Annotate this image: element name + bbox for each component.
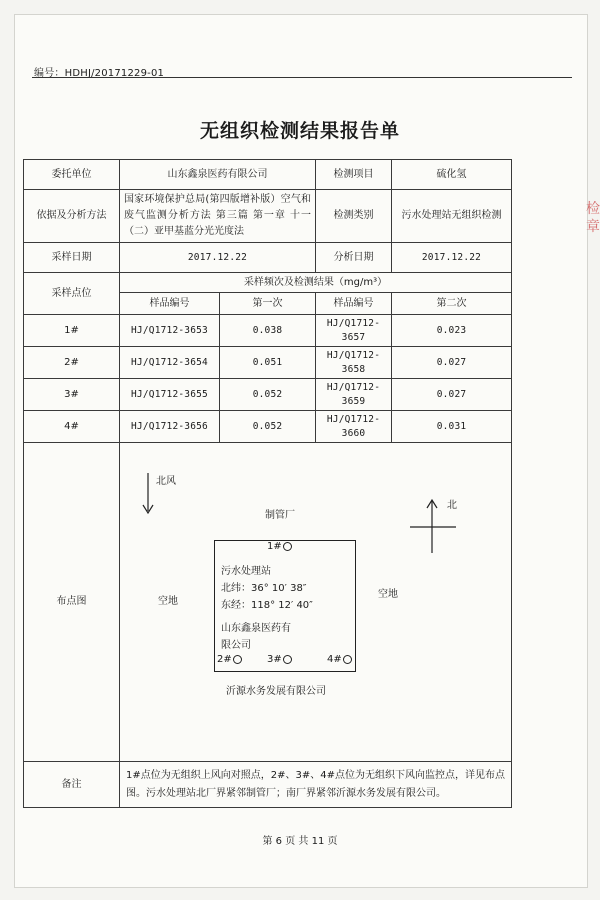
layout-diagram xyxy=(120,443,512,762)
point-2-marker xyxy=(233,655,242,664)
col-second: 第二次 xyxy=(392,293,512,315)
row-value-1: 0.052 xyxy=(220,379,316,411)
layout-row xyxy=(24,443,512,762)
row-sample-2: HJ/Q1712-3659 xyxy=(316,379,392,411)
station-boundary xyxy=(214,540,356,672)
point-3-label: 3# xyxy=(267,654,282,665)
north-label: 北 xyxy=(447,500,457,511)
col-sample-no-1: 样品编号 xyxy=(120,293,220,315)
table-row xyxy=(24,411,512,443)
table-row xyxy=(24,379,512,411)
south-neighbor: 沂源水务发展有限公司 xyxy=(226,686,326,697)
row-value-2: 0.031 xyxy=(392,411,512,443)
row-value-1: 0.051 xyxy=(220,347,316,379)
remarks-text: 1#点位为无组织上风向对照点，2#、3#、4#点位为无组织下风向监控点，详见布点图。污水处理站北厂界紧邻制管厂；南厂界紧邻沂源水务发展有限公司。 xyxy=(120,762,512,808)
company-line-2: 限公司 xyxy=(221,640,251,651)
east-neighbor: 空地 xyxy=(378,589,398,600)
header-rule xyxy=(32,77,572,78)
method-label: 依据及分析方法 xyxy=(24,190,120,243)
sampling-date-label: 采样日期 xyxy=(24,243,120,273)
col-sample-no-2: 样品编号 xyxy=(316,293,392,315)
freq-header: 采样频次及检测结果（mg/m³） xyxy=(120,273,512,293)
station-lon: 东经：118° 12′ 40″ xyxy=(221,600,313,611)
row-value-1: 0.038 xyxy=(220,315,316,347)
company-line-1: 山东鑫泉医药有 xyxy=(221,623,291,634)
analysis-date-value: 2017.12.22 xyxy=(392,243,512,273)
row-sample-2: HJ/Q1712-3657 xyxy=(316,315,392,347)
station-name: 污水处理站 xyxy=(221,566,271,577)
row-sample-1: HJ/Q1712-3653 xyxy=(120,315,220,347)
page-number: 第 6 页 共 11 页 xyxy=(262,836,338,847)
row-sample-1: HJ/Q1712-3654 xyxy=(120,347,220,379)
item-value: 硫化氢 xyxy=(392,160,512,190)
point-3 xyxy=(267,653,292,667)
document-number: 编号：HDHJ/20171229-01 xyxy=(34,68,165,79)
point-2 xyxy=(217,653,242,667)
point-1-marker xyxy=(283,542,292,551)
row-point: 3# xyxy=(24,379,120,411)
date-row xyxy=(24,243,512,273)
client-label: 委托单位 xyxy=(24,160,120,190)
row-value-2: 0.027 xyxy=(392,347,512,379)
row-point: 2# xyxy=(24,347,120,379)
row-value-1: 0.052 xyxy=(220,411,316,443)
row-sample-1: HJ/Q1712-3656 xyxy=(120,411,220,443)
table-row xyxy=(24,315,512,347)
point-1 xyxy=(267,540,292,554)
sampling-date-value: 2017.12.22 xyxy=(120,243,316,273)
client-row xyxy=(24,160,512,190)
method-value: 国家环境保护总局(第四版增补版）空气和废气监测分析方法 第三篇 第一章 十一 （二）亚甲基蓝分光光度法 xyxy=(120,190,316,243)
point-4 xyxy=(327,653,352,667)
client-value: 山东鑫泉医药有限公司 xyxy=(120,160,316,190)
layout-label: 布点图 xyxy=(24,443,120,762)
row-value-2: 0.023 xyxy=(392,315,512,347)
row-point: 1# xyxy=(24,315,120,347)
table-row xyxy=(24,347,512,379)
category-value: 污水处理站无组织检测 xyxy=(392,190,512,243)
results-header-row xyxy=(24,273,512,293)
wind-arrow-icon xyxy=(140,471,156,517)
report-table xyxy=(23,159,512,808)
row-sample-2: HJ/Q1712-3660 xyxy=(316,411,392,443)
point-1-label: 1# xyxy=(267,541,282,552)
report-title: 无组织检测结果报告单 xyxy=(199,120,400,142)
row-value-2: 0.027 xyxy=(392,379,512,411)
col-first: 第一次 xyxy=(220,293,316,315)
wind-label: 北风 xyxy=(156,476,176,487)
analysis-date-label: 分析日期 xyxy=(316,243,392,273)
method-row xyxy=(24,190,512,243)
north-neighbor: 制管厂 xyxy=(265,510,295,521)
station-lat: 北纬：36° 10′ 38″ xyxy=(221,583,307,594)
station-info xyxy=(221,563,313,654)
point-3-marker xyxy=(283,655,292,664)
seal-fragment: 检 章 xyxy=(586,201,600,235)
row-sample-2: HJ/Q1712-3658 xyxy=(316,347,392,379)
point-label: 采样点位 xyxy=(24,273,120,315)
category-label: 检测类别 xyxy=(316,190,392,243)
point-4-marker xyxy=(343,655,352,664)
item-label: 检测项目 xyxy=(316,160,392,190)
remarks-row xyxy=(24,762,512,808)
remarks-label: 备注 xyxy=(24,762,120,808)
row-sample-1: HJ/Q1712-3655 xyxy=(120,379,220,411)
row-point: 4# xyxy=(24,411,120,443)
point-2-label: 2# xyxy=(217,654,232,665)
point-4-label: 4# xyxy=(327,654,342,665)
west-neighbor: 空地 xyxy=(158,596,178,607)
